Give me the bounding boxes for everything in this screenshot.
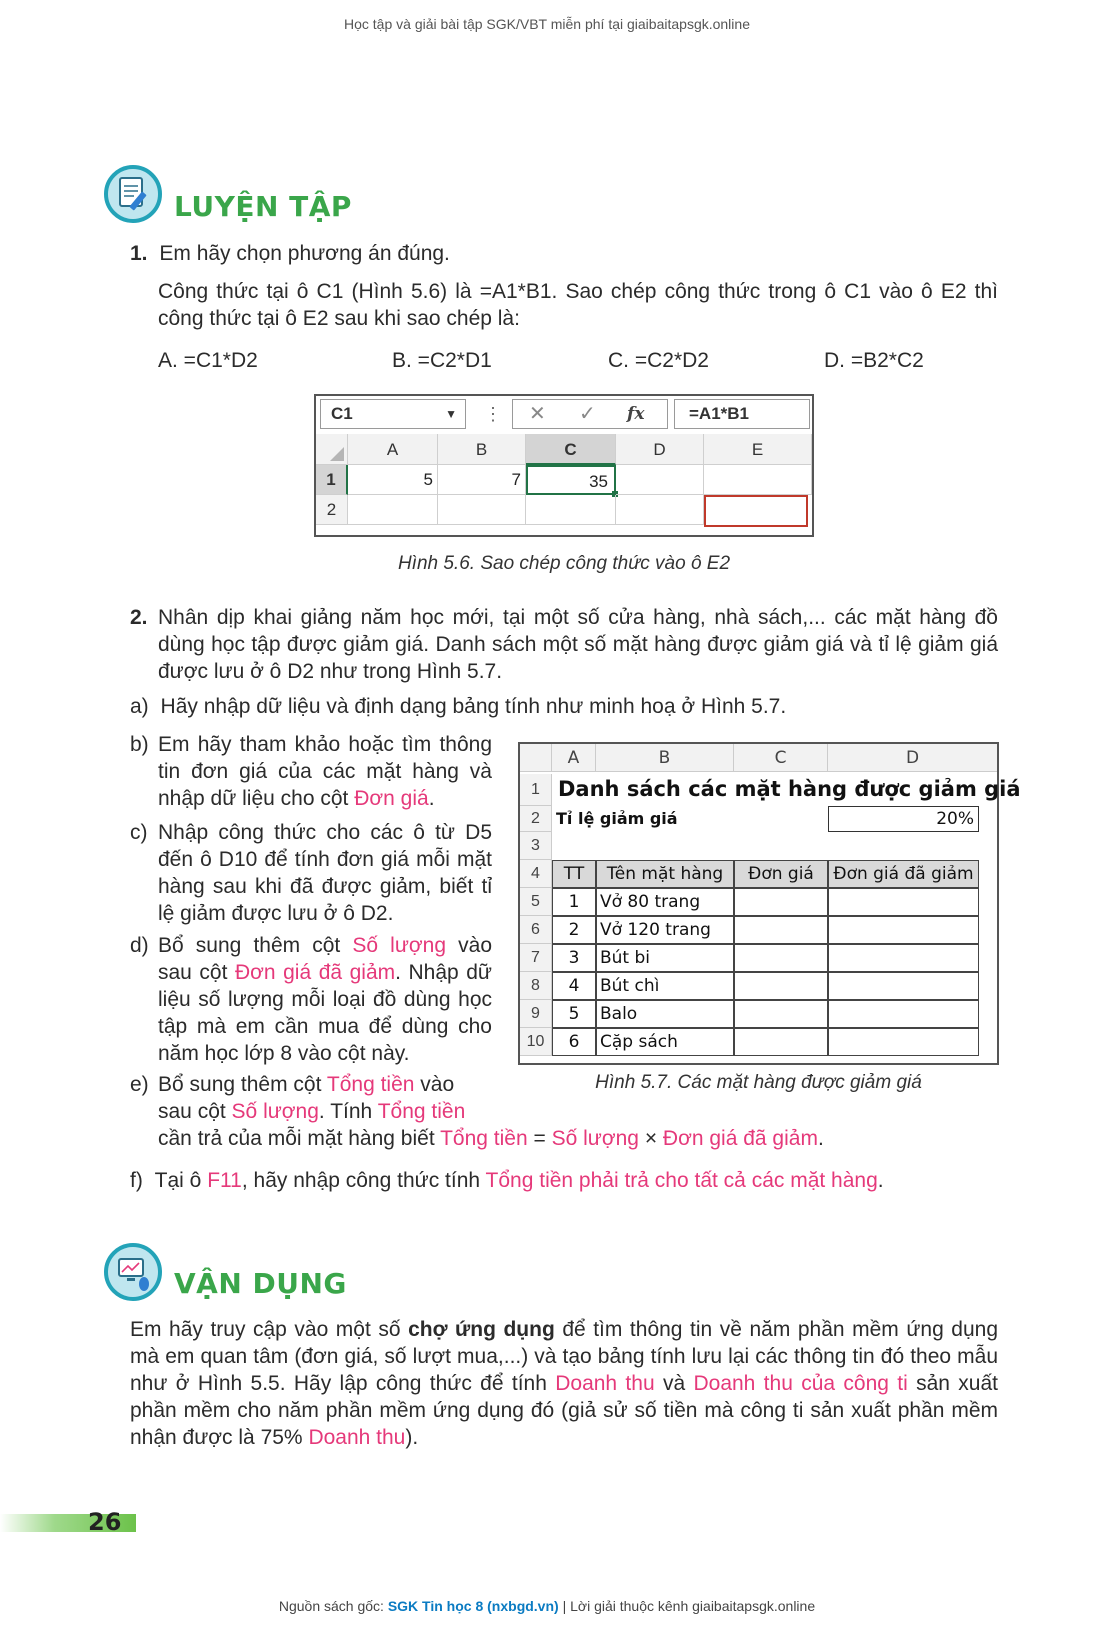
question-prompt: Em hãy chọn phương án đúng. xyxy=(159,242,450,265)
item-price-cell[interactable] xyxy=(734,888,828,916)
highlight-term: Tổng tiền xyxy=(377,1100,466,1123)
bold-term: chợ ứng dụng xyxy=(408,1318,555,1341)
highlight-term: Số lượng xyxy=(352,934,447,957)
select-all-corner[interactable] xyxy=(316,434,348,465)
item-text: cần trả của mỗi mặt hàng biết xyxy=(158,1127,441,1150)
question-number: 2. xyxy=(130,606,148,629)
item-tt-cell[interactable]: 5 xyxy=(552,1000,596,1028)
highlight-term: Đơn giá đã giảm xyxy=(662,1127,818,1150)
item-label: b) xyxy=(130,733,149,756)
highlight-term: Doanh thu xyxy=(308,1426,406,1449)
more-options-icon[interactable]: ⋮ xyxy=(484,404,502,424)
column-header-a[interactable]: A xyxy=(348,434,438,465)
item-text: vào sau cột xyxy=(158,934,493,984)
item-text: . Nhập dữ liệu số lượng mỗi loại đồ dùng học tập mà em cần mua để dùng cho năm học lớp 8 vào cột này. xyxy=(158,961,492,1065)
section-title-apply: VẬN DỤNG xyxy=(174,1267,347,1300)
question-2d xyxy=(130,932,492,1067)
item-price-cell[interactable] xyxy=(734,944,828,972)
paragraph-text: sản xuất phần mềm cho năm phần mềm ứng dụng đó (giả sử số tiền mà công ti sản xuất phần mềm nhận được là 75% xyxy=(130,1372,998,1449)
item-tt-cell[interactable]: 1 xyxy=(552,888,596,916)
highlight-term: F11 xyxy=(207,1169,242,1192)
item-name-cell[interactable]: Vở 120 trang xyxy=(596,916,734,944)
cell-b2[interactable] xyxy=(438,495,526,525)
column-header-b[interactable]: B xyxy=(596,744,734,772)
item-price-cell[interactable] xyxy=(734,972,828,1000)
item-text: , hãy nhập công thức tính xyxy=(241,1169,486,1192)
name-box[interactable] xyxy=(320,399,466,429)
item-label: d) xyxy=(130,934,149,957)
select-all-corner[interactable] xyxy=(520,744,552,772)
table-header-discount-price: Đơn giá đã giảm xyxy=(828,860,979,888)
highlight-term: Số lượng xyxy=(231,1100,319,1123)
paragraph-text: và xyxy=(654,1372,694,1395)
table-header-price: Đơn giá xyxy=(734,860,828,888)
item-price-cell[interactable] xyxy=(734,916,828,944)
footer-prefix: Nguồn sách gốc: xyxy=(278,1598,388,1614)
column-header-d[interactable]: D xyxy=(828,744,997,772)
highlight-term: Tổng tiền phải trả cho tất cả các mặt hàng xyxy=(485,1169,878,1192)
rate-label: Tỉ lệ giảm giá xyxy=(556,809,678,828)
item-name-cell[interactable]: Cặp sách xyxy=(596,1028,734,1056)
notepad-pen-icon xyxy=(104,165,162,223)
column-header-a[interactable]: A xyxy=(552,744,596,772)
cell-c1-selected[interactable]: 35 xyxy=(526,465,616,495)
item-label: a) xyxy=(130,695,149,718)
header-note: Học tập và giải bài tập SGK/VBT miễn phí tại giaibaitapsgk.online xyxy=(344,16,750,32)
row-header-1[interactable]: 1 xyxy=(316,465,348,495)
figure-5-6-spreadsheet xyxy=(314,394,814,537)
paragraph-text: để tìm thông tin về năm phần mềm ứng dụng mà em quan tâm (đơn giá, số lượt mua,...) và tạo bảng tính lưu lại các thông tin đó theo mẫu như ở Hình 5.5. Hãy lập công thức để tính xyxy=(130,1318,999,1395)
formula-bar xyxy=(316,396,812,435)
item-discount-price-cell[interactable] xyxy=(828,916,979,944)
highlight-term: Doanh thu xyxy=(555,1372,655,1395)
cell-a1[interactable]: 5 xyxy=(348,465,438,495)
item-name-cell[interactable]: Balo xyxy=(596,1000,734,1028)
column-header-c[interactable]: C xyxy=(734,744,828,772)
option-a: A. =C1*D2 xyxy=(158,349,258,372)
cancel-icon[interactable]: ✕ xyxy=(529,403,546,425)
item-discount-price-cell[interactable] xyxy=(828,1028,979,1056)
question-2a xyxy=(130,693,998,720)
highlight-term: Tổng tiền xyxy=(326,1073,415,1096)
row-header[interactable]: 10 xyxy=(520,1028,552,1056)
question-2 xyxy=(130,604,998,685)
computer-mouse-icon xyxy=(104,1243,162,1301)
row-header-2[interactable]: 2 xyxy=(316,495,348,525)
item-text: Hãy nhập dữ liệu và định dạng bảng tính như minh hoạ ở Hình 5.7. xyxy=(160,695,787,718)
question-1-text: Công thức tại ô C1 (Hình 5.6) là =A1*B1. Sao chép công thức trong ô C1 vào ô E2 thì công thức tại ô E2 sau khi sao chép là: xyxy=(158,280,998,330)
cell-d2[interactable] xyxy=(616,495,704,525)
item-discount-price-cell[interactable] xyxy=(828,944,979,972)
cell-b1[interactable]: 7 xyxy=(438,465,526,495)
paragraph-text: ). xyxy=(405,1426,419,1449)
section-title-practice: LUYỆN TẬP xyxy=(174,190,352,223)
highlight-term: Tổng tiền xyxy=(440,1127,528,1150)
column-header-b[interactable]: B xyxy=(438,434,526,465)
question-1 xyxy=(130,240,450,267)
formula-input[interactable]: =A1*B1 xyxy=(674,399,810,429)
item-discount-price-cell[interactable] xyxy=(828,972,979,1000)
item-price-cell[interactable] xyxy=(734,1000,828,1028)
highlight-term: Đơn giá xyxy=(354,787,429,810)
formula-buttons xyxy=(512,399,668,429)
figure-5-7-spreadsheet xyxy=(518,742,1021,1065)
item-name-cell[interactable]: Bút chì xyxy=(596,972,734,1000)
table-header-name: Tên mặt hàng xyxy=(596,860,734,888)
rate-value-cell[interactable]: 20% xyxy=(828,806,979,832)
footer-suffix: | Lời giải thuộc kênh giaibaitapsgk.online xyxy=(558,1598,816,1614)
item-text: . xyxy=(877,1169,884,1192)
footer-source-link[interactable]: SGK Tin học 8 (nxbgd.vn) xyxy=(387,1598,559,1614)
highlight-term: Số lượng xyxy=(551,1127,639,1150)
sheet-grid xyxy=(316,434,812,535)
row-header[interactable]: 1 xyxy=(520,774,552,806)
item-text: . xyxy=(817,1127,824,1150)
item-tt-cell[interactable]: 3 xyxy=(552,944,596,972)
item-text-end: . xyxy=(428,787,435,810)
column-header-d[interactable]: D xyxy=(616,434,704,465)
row-header[interactable]: 5 xyxy=(520,888,552,916)
cell-e1[interactable] xyxy=(704,465,812,495)
table-header-tt: TT xyxy=(552,860,596,888)
item-text: Nhập công thức cho các ô từ D5 đến ô D10 để tính đơn giá mỗi mặt hàng sau khi đã được giảm, biết tỉ lệ giảm được lưu ở ô D2. xyxy=(158,821,492,925)
row-header[interactable]: 3 xyxy=(520,832,552,860)
cell-c2[interactable] xyxy=(526,495,616,525)
item-discount-price-cell[interactable] xyxy=(828,888,979,916)
highlight-term: Doanh thu của công ti xyxy=(693,1372,908,1395)
question-2b xyxy=(130,731,492,812)
cell-e2-target[interactable] xyxy=(704,495,808,527)
name-box-value: C1 xyxy=(331,404,353,423)
item-tt-cell[interactable]: 2 xyxy=(552,916,596,944)
item-label: e) xyxy=(130,1073,149,1096)
item-tt-cell[interactable]: 4 xyxy=(552,972,596,1000)
item-name-cell[interactable]: Vở 80 trang xyxy=(596,888,734,916)
question-2c xyxy=(130,819,492,927)
option-b: B. =C2*D1 xyxy=(392,349,492,372)
cell-a2[interactable] xyxy=(348,495,438,525)
chevron-down-icon[interactable]: ▼ xyxy=(445,407,457,421)
item-text: Tại ô xyxy=(154,1169,208,1192)
question-2-text: Nhân dịp khai giảng năm học mới, tại một số cửa hàng, nhà sách,... các mặt hàng đồ dùng học tập được giảm giá. Danh sách một số mặt hàng được giảm giá và tỉ lệ giảm giá được lưu ở ô D2 như trong Hình 5.7. xyxy=(158,606,998,683)
item-discount-price-cell[interactable] xyxy=(828,1000,979,1028)
item-text: Em hãy tham khảo hoặc tìm thông tin đơn giá của các mặt hàng và nhập dữ liệu cho cột xyxy=(158,733,492,810)
apply-paragraph xyxy=(130,1316,998,1451)
item-label: f) xyxy=(130,1169,143,1192)
highlight-term: Đơn giá đã giảm xyxy=(234,961,396,984)
item-text: . Tính xyxy=(318,1100,378,1123)
item-text: Bổ sung thêm cột xyxy=(158,1073,327,1096)
figure-5-6-caption: Hình 5.6. Sao chép công thức vào ô E2 xyxy=(397,553,731,574)
row-header[interactable]: 6 xyxy=(520,916,552,944)
enter-check-icon[interactable]: ✓ xyxy=(579,403,596,425)
row-header[interactable]: 8 xyxy=(520,972,552,1000)
cell-d1[interactable] xyxy=(616,465,704,495)
figure-5-7-caption: Hình 5.7. Các mặt hàng được giảm giá xyxy=(595,1072,922,1093)
item-label: c) xyxy=(130,821,148,844)
column-header-c[interactable]: C xyxy=(526,434,616,465)
row-header[interactable]: 2 xyxy=(520,806,552,832)
item-tt-cell[interactable]: 6 xyxy=(552,1028,596,1056)
item-text: × xyxy=(638,1127,663,1150)
page-number: 26 xyxy=(88,1508,122,1536)
option-d: D. =B2*C2 xyxy=(824,349,924,372)
insert-function-icon[interactable]: fx xyxy=(627,404,645,424)
item-text: Bổ sung thêm cột xyxy=(158,934,353,957)
item-text: vào sau cột xyxy=(158,1073,455,1123)
question-2f xyxy=(130,1167,998,1194)
option-c: C. =C2*D2 xyxy=(608,349,709,372)
row-header[interactable]: 7 xyxy=(520,944,552,972)
column-header-e[interactable]: E xyxy=(704,434,812,465)
footer-note xyxy=(0,1598,1094,1614)
sheet-title: Danh sách các mặt hàng được giảm giá xyxy=(558,777,1021,801)
row-header[interactable]: 9 xyxy=(520,1000,552,1028)
paragraph-text: Em hãy truy cập vào một số xyxy=(130,1318,409,1341)
question-number: 1. xyxy=(130,242,148,265)
item-price-cell[interactable] xyxy=(734,1028,828,1056)
item-text: = xyxy=(527,1127,552,1150)
row-header[interactable]: 4 xyxy=(520,860,552,888)
item-name-cell[interactable]: Bút bi xyxy=(596,944,734,972)
